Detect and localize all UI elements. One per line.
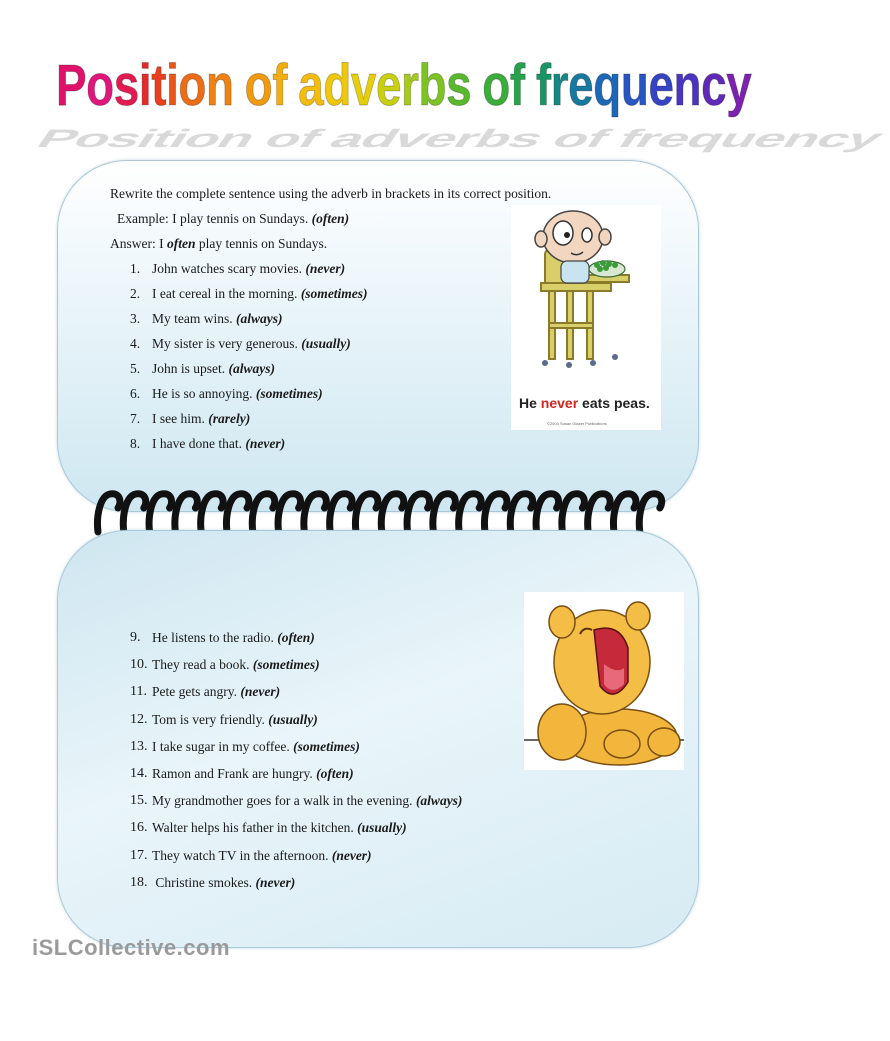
exercise-adverb: (never) <box>255 874 296 890</box>
exercise-item <box>130 739 462 766</box>
exercise-number: 6. <box>130 386 141 401</box>
exercise-sentence: Walter helps his father in the kitchen. <box>152 820 358 836</box>
baby-high-chair-image <box>511 205 661 430</box>
exercise-sentence: They read a book. <box>152 657 253 673</box>
answer-suffix: play tennis on Sundays. <box>195 236 328 251</box>
title-letter: e <box>568 53 594 118</box>
title-letter: d <box>323 53 351 118</box>
exercise-number: 18. <box>130 874 148 890</box>
page-title <box>56 52 751 119</box>
spiral-ring <box>201 494 223 532</box>
exercise-item <box>130 657 462 684</box>
spiral-ring <box>562 494 584 532</box>
caption-after: eats peas. <box>578 395 650 411</box>
exercise-item <box>130 820 462 847</box>
exercise-adverb: (always) <box>415 793 463 809</box>
exercise-list-bottom <box>130 630 462 902</box>
title-letter: v <box>350 53 377 118</box>
spiral-ring <box>588 494 610 532</box>
exercise-item <box>130 848 462 875</box>
title-letter: i <box>166 53 179 118</box>
exercise-number: 16. <box>130 820 148 836</box>
exercise-adverb: (never) <box>331 847 372 863</box>
spiral-ring <box>639 494 661 532</box>
spiral-ring <box>459 494 481 532</box>
example-text: Example: I play tennis on Sundays. <box>117 211 312 226</box>
exercise-sentence: Christine smokes. <box>152 874 256 890</box>
exercise-adverb: (usually) <box>301 336 351 351</box>
exercise-number: 9. <box>130 630 141 645</box>
title-letter: n <box>206 53 234 118</box>
title-letter: o <box>482 53 510 118</box>
title-letter: b <box>418 53 447 118</box>
spiral-ring <box>278 494 300 532</box>
spiral-ring <box>510 494 532 532</box>
title-letter: e <box>376 53 402 118</box>
title-letter: u <box>620 53 649 118</box>
exercise-number: 8. <box>130 436 141 451</box>
exercise-adverb: (sometimes) <box>300 286 368 301</box>
exercise-item <box>130 766 462 793</box>
exercise-list-top <box>130 261 368 461</box>
exercise-item <box>130 712 462 739</box>
exercise-item <box>130 630 462 657</box>
exercise-adverb: (rarely) <box>208 411 251 426</box>
exercise-number: 17. <box>130 847 148 863</box>
exercise-sentence: John is upset. <box>152 361 229 376</box>
exercise-sentence: I take sugar in my coffee. <box>152 738 294 754</box>
title-letter: f <box>509 53 525 118</box>
exercise-sentence: They watch TV in the afternoon. <box>152 847 332 863</box>
spiral-ring <box>614 494 636 532</box>
title-letter: c <box>701 53 727 118</box>
title-shadow: Position of adverbs of frequency <box>30 124 890 153</box>
exercise-item <box>130 411 368 436</box>
cartoon-copyright: ©2004 Susan Glazer Publications <box>547 421 607 426</box>
title-letter: q <box>593 53 621 118</box>
example-adverb: (often) <box>311 211 350 226</box>
exercise-number: 5. <box>130 361 141 376</box>
exercise-number: 11. <box>130 684 147 700</box>
title-area <box>0 52 890 153</box>
answer-adverb: often <box>167 236 196 251</box>
exercise-number: 3. <box>130 311 141 326</box>
spiral-ring <box>356 494 378 532</box>
exercise-item <box>130 793 462 820</box>
spiral-ring <box>536 494 558 532</box>
exercise-adverb: (usually) <box>357 820 407 836</box>
exercise-item <box>130 875 462 902</box>
exercise-adverb: (sometimes) <box>255 386 323 401</box>
example-line <box>117 211 349 227</box>
baby-illustration <box>511 205 661 430</box>
svg-text:He never eats peas. <box>519 395 650 411</box>
exercise-sentence: Pete gets angry. <box>152 684 241 700</box>
title-letter: o <box>178 53 207 118</box>
spiral-ring <box>252 494 274 532</box>
title-letter: f <box>272 53 288 118</box>
title-letter: n <box>673 53 702 118</box>
caption-highlight: never <box>540 395 579 411</box>
exercise-item <box>130 361 368 386</box>
spiral-ring <box>123 494 145 532</box>
spiral-ring <box>485 494 507 532</box>
exercise-adverb: (usually) <box>268 711 318 727</box>
exercise-item <box>130 684 462 711</box>
exercise-adverb: (often) <box>277 630 315 645</box>
exercise-item <box>130 311 368 336</box>
title-letter: P <box>56 53 87 118</box>
title-letter: t <box>151 53 167 118</box>
exercise-adverb: (never) <box>240 684 281 700</box>
exercise-adverb: (sometimes) <box>293 738 360 754</box>
exercise-number: 1. <box>130 261 141 276</box>
title-letter: s <box>113 53 139 118</box>
title-letter: o <box>86 53 114 118</box>
title-letter: a <box>298 53 324 118</box>
spiral-ring <box>304 494 326 532</box>
exercise-sentence: I have done that. <box>152 436 246 451</box>
title-letter: r <box>401 53 419 118</box>
exercise-number: 12. <box>130 711 148 727</box>
exercise-number: 15. <box>130 793 148 809</box>
title-letter: s <box>446 53 472 118</box>
exercise-number: 14. <box>130 765 148 781</box>
exercise-sentence: I see him. <box>152 411 209 426</box>
spiral-ring <box>227 494 249 532</box>
caption-before: He <box>519 395 541 411</box>
exercise-adverb: (sometimes) <box>252 657 320 673</box>
exercise-number: 2. <box>130 286 141 301</box>
exercise-number: 13. <box>130 738 148 754</box>
lion-cub-image <box>524 592 684 770</box>
spiral-ring <box>149 494 171 532</box>
exercise-sentence: I eat cereal in the morning. <box>152 286 301 301</box>
exercise-sentence: Ramon and Frank are hungry. <box>152 765 317 781</box>
exercise-item <box>130 436 368 461</box>
spiral-ring <box>330 494 352 532</box>
exercise-adverb: (always) <box>228 361 276 376</box>
exercise-adverb: (never) <box>305 261 346 276</box>
exercise-number: 10. <box>130 657 148 673</box>
exercise-number: 4. <box>130 336 141 351</box>
exercise-item <box>130 336 368 361</box>
instructions: Rewrite the complete sentence using the adverb in brackets in its correct position. <box>110 186 552 201</box>
exercise-sentence: John watches scary movies. <box>152 261 306 276</box>
answer-line <box>110 236 327 252</box>
exercise-item <box>130 386 368 411</box>
exercise-number: 7. <box>130 411 141 426</box>
exercise-sentence: My grandmother goes for a walk in the evening. <box>152 793 416 809</box>
spiral-ring <box>407 494 429 532</box>
title-letter: i <box>138 53 152 118</box>
exercise-item <box>130 286 368 311</box>
spiral-ring <box>98 494 120 532</box>
exercise-sentence: My team wins. <box>152 311 236 326</box>
exercise-item <box>130 261 368 286</box>
title-letter: e <box>648 53 674 118</box>
title-letter: o <box>244 53 273 118</box>
exercise-sentence: My sister is very generous. <box>152 336 302 351</box>
exercise-adverb: (often) <box>316 765 354 781</box>
answer-prefix: Answer: I <box>110 236 167 251</box>
spiral-ring <box>381 494 403 532</box>
yawning-lion-illustration <box>524 592 684 770</box>
exercise-adverb: (always) <box>236 311 283 326</box>
exercise-sentence: He listens to the radio. <box>152 630 278 645</box>
watermark: iSLCollective.com <box>32 935 231 960</box>
title-letter: f <box>535 53 551 118</box>
spiral-ring <box>175 494 197 532</box>
exercise-sentence: Tom is very friendly. <box>152 711 269 727</box>
spiral-ring <box>433 494 455 532</box>
exercise-sentence: He is so annoying. <box>152 386 256 401</box>
exercise-adverb: (never) <box>245 436 286 451</box>
title-letter: r <box>550 53 569 118</box>
title-letter: y <box>726 53 752 118</box>
